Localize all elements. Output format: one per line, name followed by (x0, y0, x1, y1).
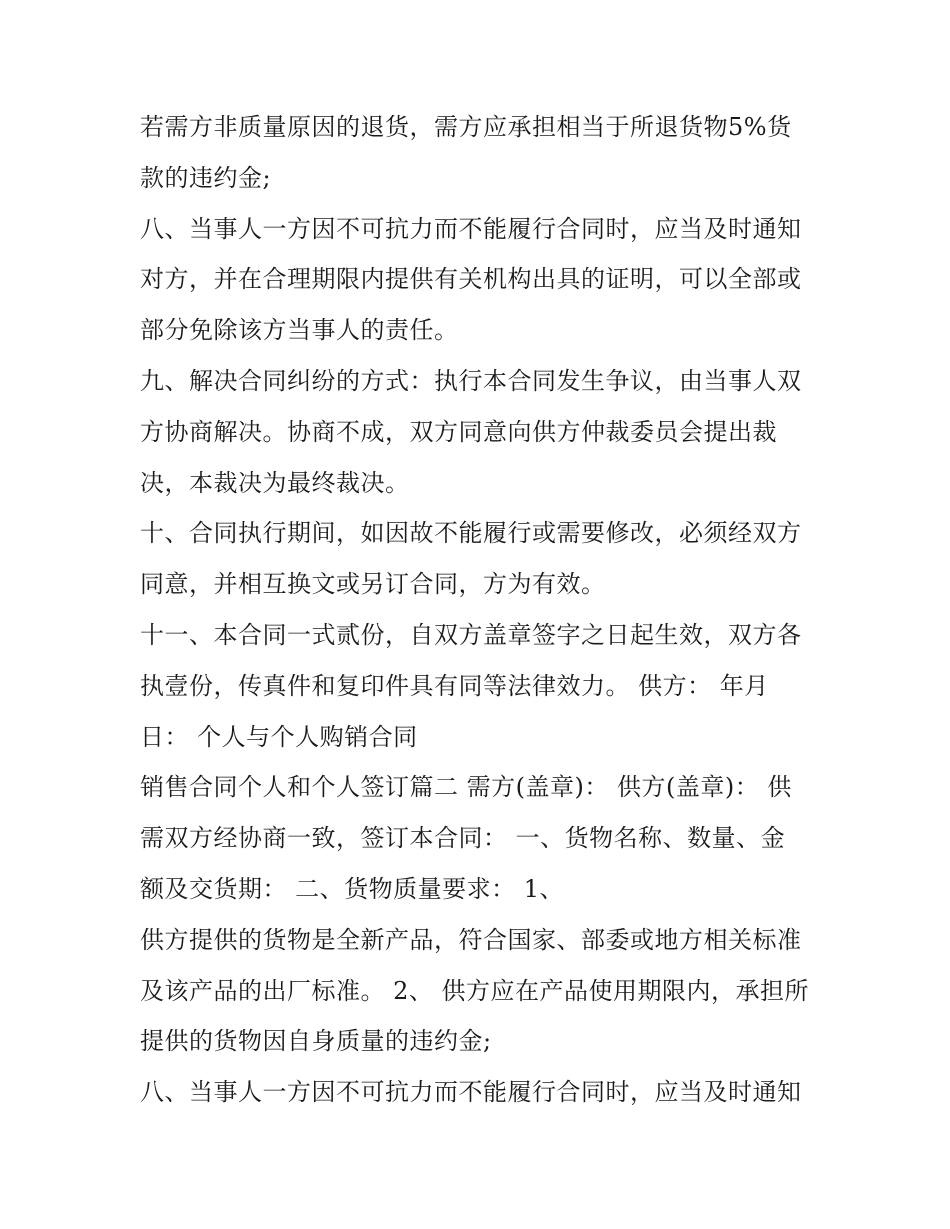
text-line: 九、解决合同纠纷的方式：执行本合同发生争议，由当事人双 (140, 366, 802, 395)
text-line: 及该产品的出厂标准。 2、 供方应在产品使用期限内，承担所 (140, 976, 810, 1005)
text-line: 执壹份，传真件和复印件具有同等法律效力。 供方： 年月 (140, 671, 769, 700)
text-line: 对方，并在合理期限内提供有关机构出具的证明，可以全部或 (140, 265, 802, 294)
text-line: 额及交货期： 二、货物质量要求： 1、 (140, 874, 565, 903)
contract-text-body (140, 102, 820, 1118)
text-line: 同意，并相互换文或另订合同，方为有效。 (140, 570, 606, 599)
text-line: 十、合同执行期间，如因故不能履行或需要修改，必须经双方 (140, 519, 802, 548)
text-line: 十一、本合同一式贰份，自双方盖章签字之日起生效，双方各 (140, 620, 802, 649)
text-line: 八、当事人一方因不可抗力而不能履行合同时，应当及时通知 (140, 214, 802, 243)
text-line: 供方提供的货物是全新产品，符合国家、部委或地方相关标准 (140, 925, 802, 954)
text-line: 销售合同个人和个人签订篇二 需方(盖章)： 供方(盖章)： 供 (140, 773, 792, 802)
text-line: 八、当事人一方因不可抗力而不能履行合同时，应当及时通知 (140, 1078, 802, 1107)
text-line: 日： 个人与个人购销合同 (140, 722, 418, 751)
text-line: 方协商解决。协商不成，双方同意向供方仲裁委员会提出裁 (140, 417, 777, 446)
text-line: 若需方非质量原因的退货，需方应承担相当于所退货物5%货 (140, 113, 792, 141)
text-line: 需双方经协商一致，签订本合同： 一、货物名称、数量、金 (140, 824, 786, 853)
text-line: 提供的货物因自身质量的违约金; (140, 1027, 492, 1056)
text-line: 决，本裁决为最终裁决。 (140, 468, 410, 497)
text-line: 部分免除该方当事人的责任。 (140, 316, 459, 345)
text-line: 款的违约金; (140, 163, 272, 192)
